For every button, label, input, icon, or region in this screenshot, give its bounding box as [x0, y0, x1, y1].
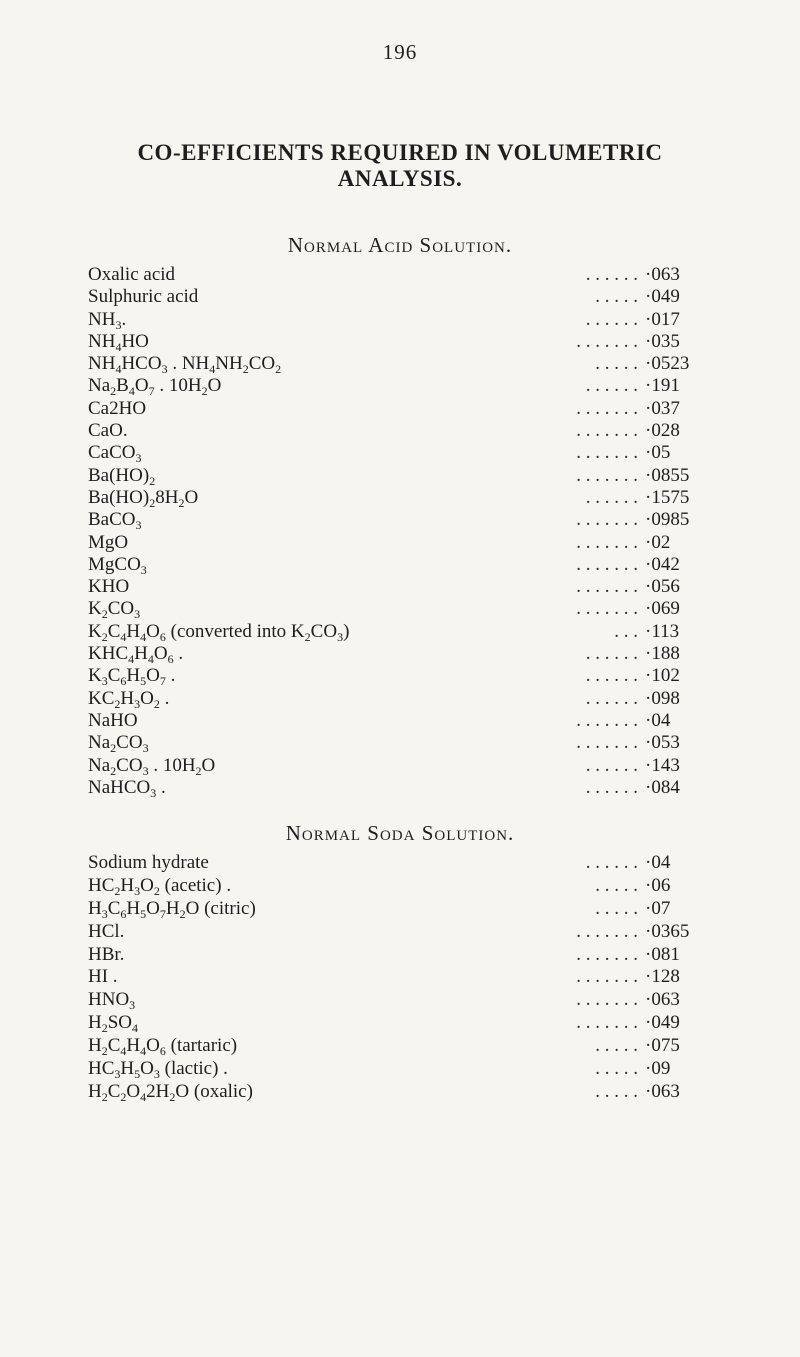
- table-row: [88, 688, 748, 710]
- leader-dots: . . . . . . .: [576, 598, 638, 620]
- coefficient-value: ·069: [645, 598, 680, 620]
- coefficient-value: ·042: [645, 553, 680, 575]
- coefficient-value: ·0985: [645, 509, 690, 531]
- leader-dots: . . . . . .: [585, 776, 638, 798]
- coefficient-value: ·063: [645, 989, 680, 1011]
- coefficient-value: ·056: [645, 576, 680, 598]
- compound-name: $H_3C_6H_5O_7H_2O$ (citric): [88, 897, 256, 921]
- leader-dots: . . . . . .: [585, 486, 638, 508]
- table-row: [88, 989, 748, 1012]
- table-row: [88, 875, 748, 898]
- table-row: [88, 898, 748, 921]
- coefficient-value: ·0855: [645, 464, 690, 486]
- coefficient-value: ·049: [645, 1012, 680, 1034]
- coefficient-value: ·1575: [645, 486, 690, 508]
- compound-name: MgO: [88, 531, 129, 553]
- soda-coefficient-table: [88, 852, 748, 1104]
- coefficient-value: ·017: [645, 308, 680, 330]
- table-row: [88, 621, 748, 643]
- leader-dots: . . . . . .: [585, 643, 638, 665]
- acid-coefficient-table: [88, 264, 748, 799]
- leader-dots: . . . . . . .: [576, 330, 638, 352]
- leader-dots: . . . . . . .: [576, 420, 638, 442]
- compound-name: NaHO: [88, 709, 138, 731]
- table-row: [88, 398, 748, 420]
- table-row: [88, 286, 748, 308]
- leader-dots: . . . . . . .: [576, 732, 638, 754]
- coefficient-value: ·0365: [645, 920, 690, 942]
- table-row: [88, 554, 748, 576]
- leader-dots: . . . . . .: [585, 754, 638, 776]
- coefficient-value: ·084: [645, 776, 680, 798]
- leader-dots: . . .: [614, 620, 638, 642]
- compound-name: CaO.: [88, 420, 128, 442]
- compound-name: Sodium hydrate: [88, 852, 209, 873]
- compound-name: BaCO$_3$: [88, 509, 142, 533]
- compound-name: $K_2CO_3$: [88, 598, 141, 622]
- leader-dots: . . . . . .: [585, 264, 638, 285]
- compound-name: KHO: [88, 576, 130, 598]
- coefficient-value: ·04: [645, 852, 671, 873]
- compound-name: HCl.: [88, 920, 125, 942]
- leader-dots: . . . . .: [595, 1058, 638, 1080]
- table-row: [88, 509, 748, 531]
- coefficient-value: ·035: [645, 330, 680, 352]
- table-row: [88, 576, 748, 598]
- table-row: [88, 1081, 748, 1104]
- leader-dots: . . . . .: [595, 1035, 638, 1057]
- table-row: [88, 309, 748, 331]
- compound-name: $H_2C_4H_4O_6$ (tartaric): [88, 1035, 238, 1059]
- table-row: [88, 1035, 748, 1058]
- table-row: [88, 777, 748, 799]
- compound-name: $Ba(HO)_2$: [88, 464, 156, 488]
- table-row: [88, 665, 748, 687]
- leader-dots: . . . . .: [595, 874, 638, 896]
- leader-dots: . . . . . . .: [576, 576, 638, 598]
- table-row: [88, 598, 748, 620]
- table-row: [88, 442, 748, 464]
- title-line-2: ANALYSIS.: [337, 166, 463, 191]
- compound-name: Ca2HO: [88, 397, 147, 419]
- coefficient-value: ·028: [645, 420, 680, 442]
- coefficient-value: ·102: [645, 665, 680, 687]
- table-row: [88, 264, 748, 286]
- coefficient-value: ·113: [645, 620, 680, 642]
- compound-name: Sulphuric acid: [88, 286, 199, 308]
- table-row: [88, 732, 748, 754]
- table-row: [88, 966, 748, 989]
- coefficient-value: ·09: [645, 1058, 671, 1080]
- leader-dots: . . . . . . .: [576, 966, 638, 988]
- compound-name: $HC_2H_3O_2$ (acetic) .: [88, 874, 232, 898]
- compound-name: MgCO$_3$: [88, 553, 147, 577]
- table-row: [88, 353, 748, 375]
- coefficient-value: ·075: [645, 1035, 680, 1057]
- soda-section-heading: Normal Soda Solution.: [285, 821, 515, 845]
- leader-dots: . . . . . . .: [576, 920, 638, 942]
- coefficient-value: ·098: [645, 687, 680, 709]
- compound-name: $Na_2B_4O_7$ . $10H_2O$: [88, 375, 222, 399]
- compound-name: CaCO$_3$: [88, 442, 142, 466]
- leader-dots: . . . . . . .: [576, 553, 638, 575]
- table-row: [88, 1058, 748, 1081]
- coefficient-value: ·063: [645, 1080, 680, 1102]
- leader-dots: . . . . . .: [585, 308, 638, 330]
- compound-name: HI .: [88, 966, 118, 988]
- compound-name: $KHC_4H_4O_6$ .: [88, 643, 184, 667]
- coefficient-value: ·04: [645, 709, 671, 731]
- coefficient-value: ·049: [645, 286, 680, 308]
- coefficient-value: ·07: [645, 897, 671, 919]
- table-row: [88, 643, 748, 665]
- page-title: [0, 140, 800, 192]
- compound-name: $H_2SO_4$: [88, 1012, 139, 1036]
- leader-dots: . . . . . .: [585, 375, 638, 397]
- coefficient-value: ·143: [645, 754, 680, 776]
- coefficient-value: ·191: [645, 375, 680, 397]
- table-row: [88, 944, 748, 967]
- coefficient-value: ·081: [645, 943, 680, 965]
- compound-name: $NH_4HCO_3$ . $NH_4NH_2CO_2$: [88, 353, 282, 377]
- coefficient-value: ·05: [645, 442, 671, 464]
- leader-dots: . . . . . . .: [576, 509, 638, 531]
- compound-name: NaHCO$_3$ .: [88, 776, 166, 800]
- leader-dots: . . . . . . .: [576, 464, 638, 486]
- compound-name: $NH_4HO$: [88, 330, 149, 354]
- compound-name: $Ba(HO)_28H_2O$: [88, 486, 199, 510]
- compound-name: HBr.: [88, 943, 125, 965]
- table-row: [88, 487, 748, 509]
- table-row: [88, 852, 748, 875]
- coefficient-value: ·037: [645, 397, 680, 419]
- compound-name: $NH_3$.: [88, 308, 127, 332]
- coefficient-value: ·063: [645, 264, 680, 285]
- table-row: [88, 331, 748, 353]
- compound-name: $HC_3H_5O_3$ (lactic) .: [88, 1058, 228, 1082]
- table-row: [88, 420, 748, 442]
- table-row: [88, 532, 748, 554]
- coefficient-value: ·06: [645, 874, 671, 896]
- coefficient-value: ·0523: [645, 353, 690, 375]
- coefficient-value: ·053: [645, 732, 680, 754]
- compound-name: $KC_2H_3O_2$ .: [88, 687, 170, 711]
- leader-dots: . . . . . . .: [576, 397, 638, 419]
- table-row: [88, 1012, 748, 1035]
- compound-name: $HNO_3$: [88, 989, 136, 1013]
- compound-name: $K_2C_4H_4O_6$ (converted into $K_2CO_3$): [88, 620, 350, 644]
- table-row: [88, 710, 748, 732]
- compound-name: Oxalic acid: [88, 264, 176, 285]
- table-row: [88, 375, 748, 397]
- leader-dots: . . . . .: [595, 1080, 638, 1102]
- title-line-1: CO-EFFICIENTS REQUIRED IN VOLUMETRIC: [137, 140, 663, 165]
- leader-dots: . . . . . .: [585, 665, 638, 687]
- leader-dots: . . . . .: [595, 897, 638, 919]
- table-row: [88, 755, 748, 777]
- compound-name: $Na_2CO_3$: [88, 732, 149, 756]
- coefficient-value: ·02: [645, 531, 671, 553]
- leader-dots: . . . . .: [595, 286, 638, 308]
- table-row: [88, 465, 748, 487]
- leader-dots: . . . . . . .: [576, 943, 638, 965]
- compound-name: $K_3C_6H_5O_7$ .: [88, 665, 176, 689]
- leader-dots: . . . . . .: [585, 687, 638, 709]
- coefficient-value: ·188: [645, 643, 680, 665]
- leader-dots: . . . . .: [595, 353, 638, 375]
- page-number: 196: [382, 40, 418, 64]
- compound-name: $Na_2CO_3$ . $10H_2O$: [88, 754, 216, 778]
- coefficient-value: ·128: [645, 966, 680, 988]
- leader-dots: . . . . . . .: [576, 1012, 638, 1034]
- acid-section-heading: Normal Acid Solution.: [287, 233, 513, 257]
- leader-dots: . . . . . . .: [576, 709, 638, 731]
- table-row: [88, 921, 748, 944]
- leader-dots: . . . . . .: [585, 852, 638, 873]
- leader-dots: . . . . . . .: [576, 531, 638, 553]
- compound-name: $H_2C_2O_42H_2O$ (oxalic): [88, 1080, 253, 1104]
- leader-dots: . . . . . . .: [576, 989, 638, 1011]
- leader-dots: . . . . . . .: [576, 442, 638, 464]
